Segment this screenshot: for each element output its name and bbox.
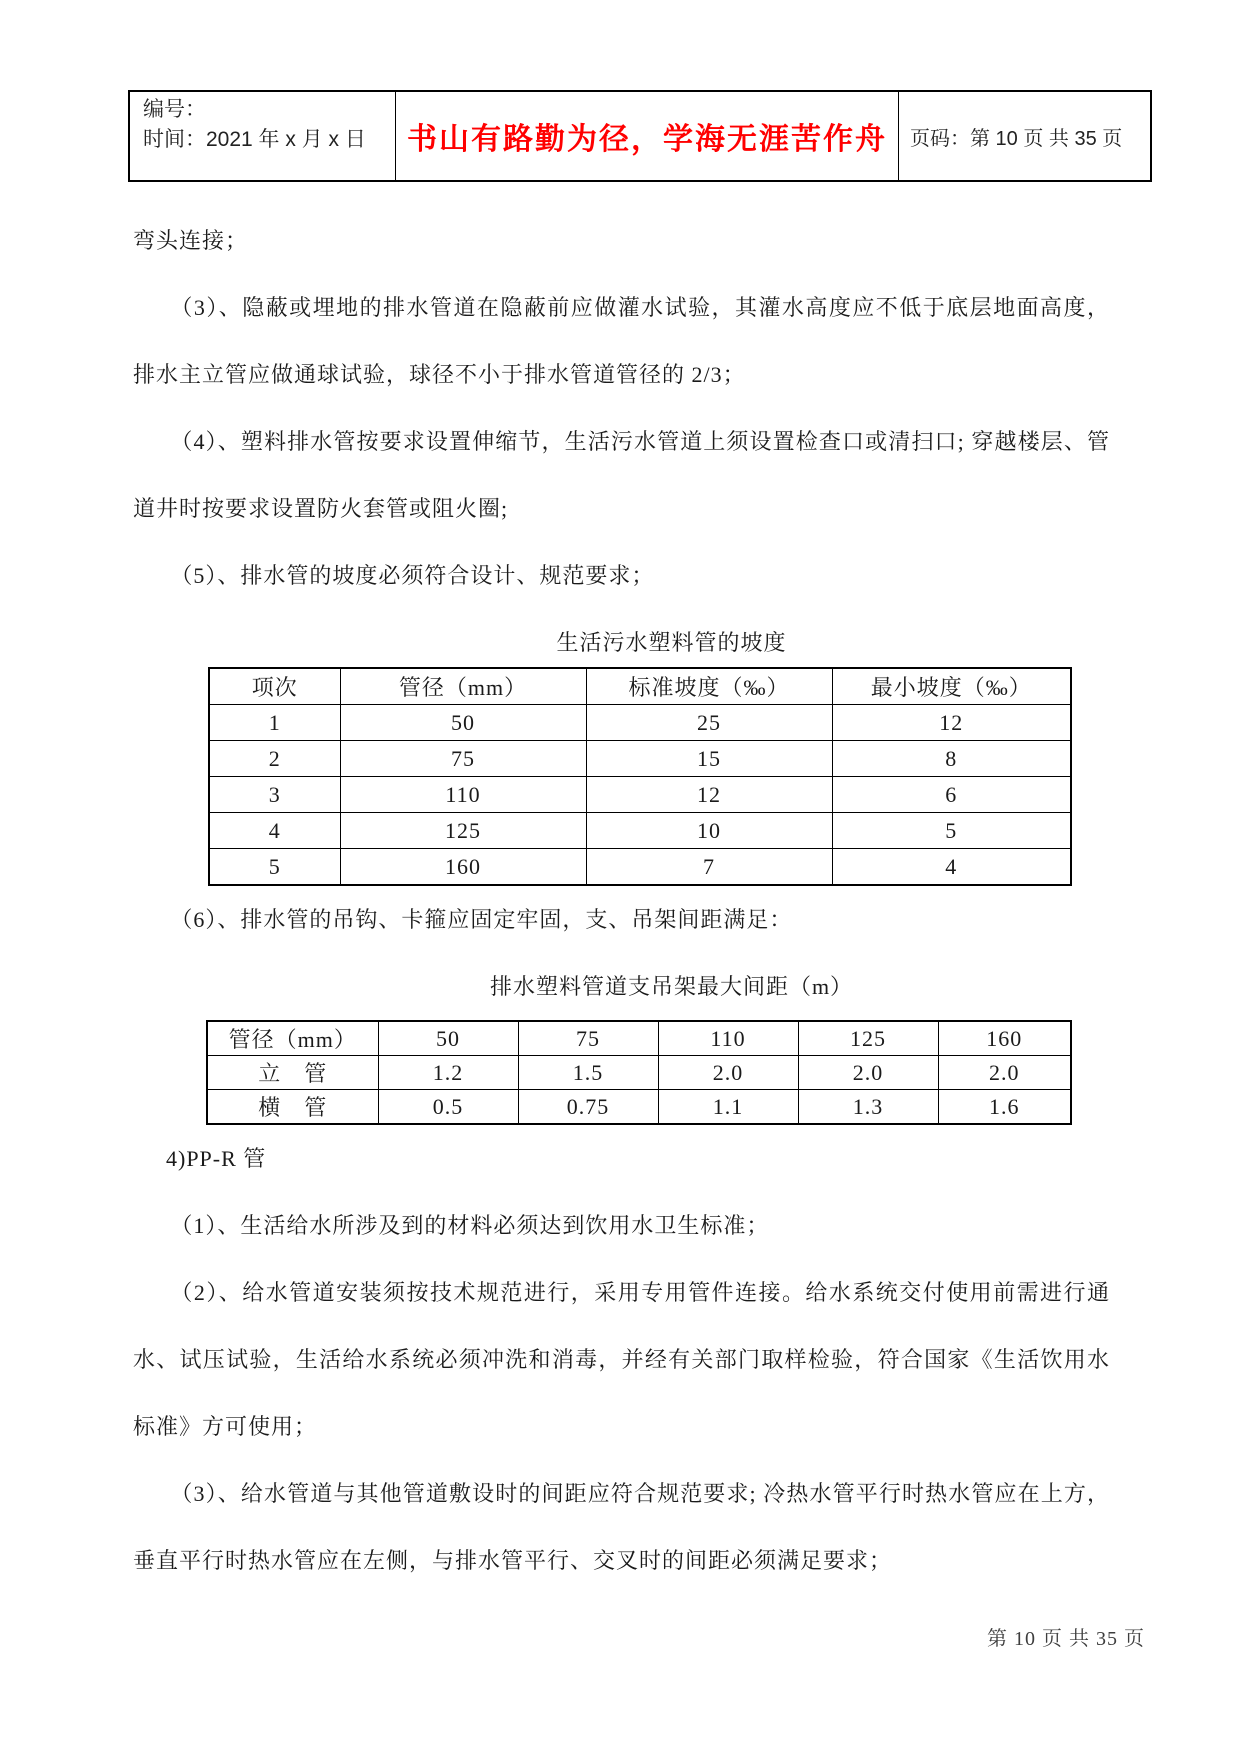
table-row xyxy=(209,705,1071,741)
table-cell: 项次 xyxy=(209,668,340,705)
header-page-cell: 页码：第 10 页 共 35 页 xyxy=(899,91,1152,181)
table-cell: 5 xyxy=(832,813,1071,849)
paragraph-item-3: （3）、隐蔽或埋地的排水管道在隐蔽前应做灌水试验，其灌水高度应不低于底层地面高度，排水主立管应做通球试验，球径不小于排水管道管径的 2/3； xyxy=(133,295,1110,387)
document-body xyxy=(133,207,1110,1594)
table-cell: 标准坡度（‰） xyxy=(586,668,832,705)
header-meta-cell xyxy=(129,91,396,181)
table-cell: 7 xyxy=(586,849,832,886)
table-cell: 最小坡度（‰） xyxy=(832,668,1071,705)
table-header-row xyxy=(209,668,1071,705)
hanger-spacing-table xyxy=(206,1020,1072,1125)
table-cell: 2.0 xyxy=(798,1056,938,1090)
table-cell: 1 xyxy=(209,705,340,741)
table-row xyxy=(209,777,1071,813)
table-cell: 160 xyxy=(340,849,586,886)
table-cell: 75 xyxy=(518,1021,658,1056)
table-header-row xyxy=(207,1021,1071,1056)
table-cell: 5 xyxy=(209,849,340,886)
table-cell: 110 xyxy=(340,777,586,813)
paragraph-bend-connection: 弯头连接； xyxy=(133,228,249,253)
table-cell: 12 xyxy=(832,705,1071,741)
paragraph-ppr-heading: 4)PP-R 管 xyxy=(166,1146,267,1171)
table-cell: 6 xyxy=(832,777,1071,813)
page-footer: 第 10 页 共 35 页 xyxy=(987,1628,1145,1650)
header-row xyxy=(129,91,1151,181)
table-cell: 0.75 xyxy=(518,1090,658,1125)
table-row xyxy=(207,1090,1071,1125)
table-row xyxy=(209,849,1071,886)
paragraph-ppr-1: （1）、生活给水所涉及到的材料必须达到饮用水卫生标准； xyxy=(170,1213,770,1238)
header-slogan-cell xyxy=(396,91,899,181)
table-cell: 110 xyxy=(658,1021,798,1056)
page-header xyxy=(128,90,1152,182)
table-row xyxy=(209,741,1071,777)
table-cell: 2 xyxy=(209,741,340,777)
table-cell: 15 xyxy=(586,741,832,777)
table-cell: 1.1 xyxy=(658,1090,798,1125)
table-cell: 横 管 xyxy=(207,1090,378,1125)
doc-date-label: 时间：2021 年 x 月 x 日 xyxy=(143,128,366,151)
header-slogan: 书山有路勤为径，学海无涯苦作舟 xyxy=(407,123,887,156)
paragraph-ppr-2: （2）、给水管道安装须按技术规范进行，采用专用管件连接。给水系统交付使用前需进行通水、试压试验，生活给水系统必须冲洗和消毒，并经有关部门取样检验，符合国家《生活饮用水标准》方可使用； xyxy=(133,1280,1110,1439)
table-row xyxy=(207,1056,1071,1090)
table-cell: 1.2 xyxy=(378,1056,518,1090)
table-title-slope: 生活污水塑料管的坡度 xyxy=(556,630,787,655)
table-cell: 50 xyxy=(378,1021,518,1056)
paragraph-item-4: （4）、塑料排水管按要求设置伸缩节，生活污水管道上须设置检查口或清扫口; 穿越楼层、管道井时按要求设置防火套管或阻火圈; xyxy=(133,429,1110,521)
doc-number-label: 编号： xyxy=(143,98,206,121)
table-cell: 160 xyxy=(938,1021,1071,1056)
table-cell: 8 xyxy=(832,741,1071,777)
table-cell: 25 xyxy=(586,705,832,741)
table-cell: 3 xyxy=(209,777,340,813)
table-title-hanger: 排水塑料管道支吊架最大间距（m） xyxy=(489,974,854,999)
table-cell: 125 xyxy=(798,1021,938,1056)
table-cell: 2.0 xyxy=(658,1056,798,1090)
table-cell: 12 xyxy=(586,777,832,813)
slope-table xyxy=(208,667,1072,886)
table-cell: 125 xyxy=(340,813,586,849)
table-cell: 管径（mm） xyxy=(207,1021,378,1056)
table-cell: 4 xyxy=(209,813,340,849)
paragraph-ppr-3: （3）、给水管道与其他管道敷设时的间距应符合规范要求; 冷热水管平行时热水管应在上方，垂直平行时热水管应在左侧，与排水管平行、交叉时的间距必须满足要求； xyxy=(133,1481,1110,1573)
table-cell: 2.0 xyxy=(938,1056,1071,1090)
table-cell: 4 xyxy=(832,849,1071,886)
table-cell: 75 xyxy=(340,741,586,777)
paragraph-item-6: （6）、排水管的吊钩、卡箍应固定牢固，支、吊架间距满足： xyxy=(170,907,793,932)
table-row xyxy=(209,813,1071,849)
table-cell: 10 xyxy=(586,813,832,849)
table-cell: 1.6 xyxy=(938,1090,1071,1125)
table-cell: 0.5 xyxy=(378,1090,518,1125)
table-cell: 1.5 xyxy=(518,1056,658,1090)
table-cell: 管径（mm） xyxy=(340,668,586,705)
table-cell: 50 xyxy=(340,705,586,741)
table-cell: 1.3 xyxy=(798,1090,938,1125)
table-cell: 立 管 xyxy=(207,1056,378,1090)
paragraph-item-5: （5）、排水管的坡度必须符合设计、规范要求； xyxy=(170,563,655,588)
